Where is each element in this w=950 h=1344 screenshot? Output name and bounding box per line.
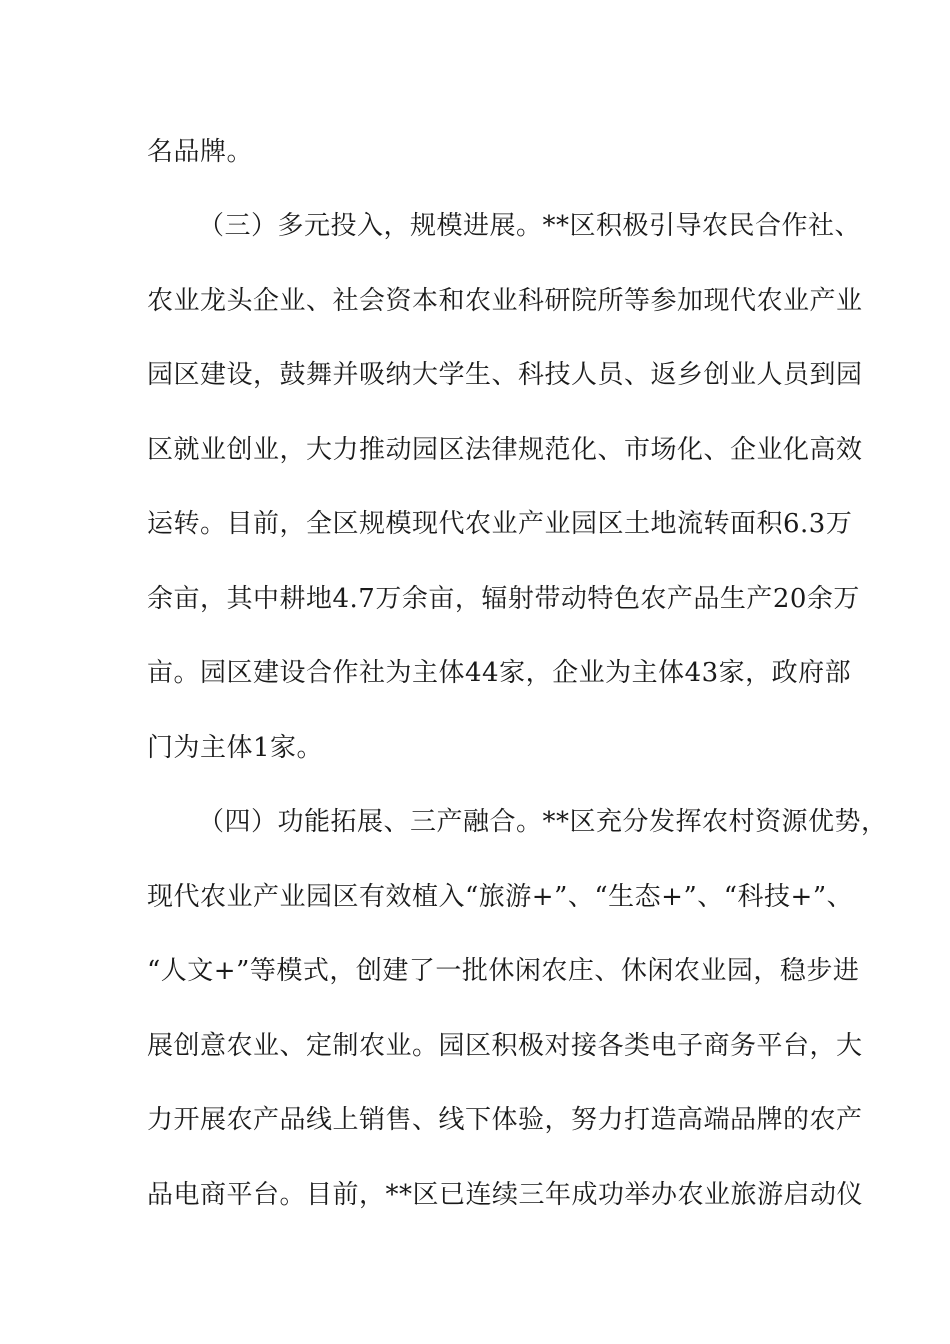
section-heading-3-line: （三）多元投入，规模进展。**区积极引导农民合作社、 bbox=[198, 211, 862, 241]
text-line: 农业龙头企业、社会资本和农业科研院所等参加现代农业产业 bbox=[147, 286, 863, 316]
text-line: 余亩，其中耕地4.7万余亩，辐射带动特色农产品生产20余万 bbox=[147, 584, 860, 614]
text-line: “人文+”等模式，创建了一批休闲农庄、休闲农业园，稳步进 bbox=[147, 956, 860, 986]
section-heading-4-line: （四）功能拓展、三产融合。**区充分发挥农村资源优势， bbox=[198, 807, 888, 837]
text-line: 运转。目前，全区规模现代农业产业园区土地流转面积6.3万 bbox=[147, 509, 853, 539]
text-line: 名品牌。 bbox=[147, 137, 254, 167]
text-line: 区就业创业，大力推动园区法律规范化、市场化、企业化高效 bbox=[147, 435, 863, 465]
text-line: 力开展农产品线上销售、线下体验，努力打造高端品牌的农产 bbox=[147, 1105, 863, 1135]
text-line: 现代农业产业园区有效植入“旅游+”、“生态+”、“科技+”、 bbox=[147, 882, 854, 912]
text-line: 展创意农业、定制农业。园区积极对接各类电子商务平台，大 bbox=[147, 1031, 863, 1061]
text-line: 亩。园区建设合作社为主体44家，企业为主体43家，政府部 bbox=[147, 658, 852, 688]
text-line: 园区建设，鼓舞并吸纳大学生、科技人员、返乡创业人员到园 bbox=[147, 360, 863, 390]
text-line: 门为主体1家。 bbox=[147, 733, 324, 763]
text-line: 品电商平台。目前，**区已连续三年成功举办农业旅游启动仪 bbox=[147, 1180, 864, 1210]
